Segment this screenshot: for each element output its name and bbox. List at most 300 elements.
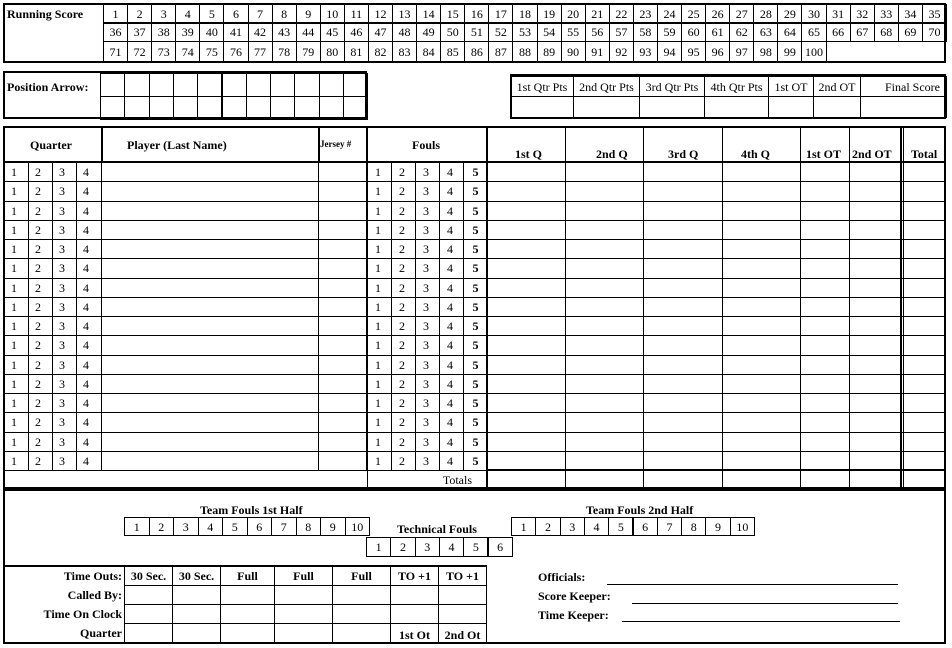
foul-mark[interactable]: 5 [463, 297, 488, 317]
quarter-mark[interactable]: 3 [52, 374, 77, 394]
foul-mark[interactable]: 1 [367, 335, 392, 355]
foul-mark[interactable]: 2 [391, 374, 416, 394]
foul-mark[interactable]: 2 [391, 201, 416, 221]
quarter-mark[interactable]: 3 [52, 316, 77, 336]
jersey-field[interactable] [318, 374, 367, 394]
running-score-cell[interactable]: 77 [248, 41, 273, 62]
quarter-mark[interactable]: 4 [76, 181, 102, 201]
foul-mark[interactable]: 1 [367, 432, 392, 452]
running-score-cell[interactable]: 93 [633, 41, 658, 62]
running-score-cell[interactable]: 27 [729, 4, 754, 24]
foul-mark[interactable]: 3 [415, 258, 440, 278]
foul-mark[interactable]: 5 [463, 181, 488, 201]
running-score-cell[interactable]: 64 [777, 22, 802, 42]
player-name-field[interactable] [101, 393, 319, 413]
quarter-mark[interactable]: 1 [4, 278, 29, 298]
quarter-mark[interactable]: 3 [52, 258, 77, 278]
officials-line[interactable] [607, 584, 898, 585]
running-score-cell[interactable]: 58 [633, 22, 658, 42]
quarter-mark[interactable]: 2 [28, 220, 53, 240]
technical-foul-box[interactable]: 2 [390, 537, 415, 557]
quarter-mark[interactable]: 3 [52, 239, 77, 259]
running-score-cell[interactable]: 26 [705, 4, 730, 24]
running-score-cell[interactable]: 16 [464, 4, 489, 24]
timeout-cell[interactable] [390, 585, 439, 605]
technical-foul-box[interactable]: 3 [415, 537, 440, 557]
timeout-cell[interactable] [438, 604, 487, 624]
running-score-cell[interactable]: 65 [801, 22, 826, 42]
team-foul-1st-box[interactable]: 5 [222, 517, 248, 536]
foul-mark[interactable]: 5 [463, 335, 488, 355]
foul-mark[interactable]: 4 [439, 220, 464, 240]
running-score-cell[interactable]: 87 [488, 41, 513, 62]
player-name-field[interactable] [101, 355, 319, 375]
running-score-cell[interactable]: 76 [223, 41, 248, 62]
position-arrow-cell[interactable] [246, 73, 271, 97]
running-score-cell[interactable]: 46 [344, 22, 369, 42]
position-arrow-cell[interactable] [124, 73, 149, 97]
timeout-cell[interactable] [172, 585, 221, 605]
quarter-mark[interactable]: 2 [28, 181, 53, 201]
running-score-cell[interactable]: 23 [633, 4, 658, 24]
team-foul-1st-box[interactable]: 3 [173, 517, 199, 536]
running-score-cell[interactable]: 80 [320, 41, 345, 62]
jersey-field[interactable] [318, 201, 367, 221]
running-score-cell[interactable]: 14 [416, 4, 441, 24]
running-score-cell[interactable]: 28 [753, 4, 778, 24]
foul-mark[interactable]: 2 [391, 316, 416, 336]
foul-mark[interactable]: 1 [367, 316, 392, 336]
foul-mark[interactable]: 5 [463, 393, 488, 413]
running-score-cell[interactable]: 9 [296, 4, 321, 24]
period-points-value[interactable] [860, 96, 947, 118]
foul-mark[interactable]: 3 [415, 355, 440, 375]
running-score-cell[interactable]: 20 [561, 4, 586, 24]
foul-mark[interactable]: 4 [439, 297, 464, 317]
jersey-field[interactable] [318, 278, 367, 298]
running-score-cell[interactable]: 2 [127, 4, 152, 24]
foul-mark[interactable]: 3 [415, 239, 440, 259]
quarter-mark[interactable]: 4 [76, 432, 102, 452]
team-foul-1st-box[interactable]: 9 [320, 517, 346, 536]
player-name-field[interactable] [101, 432, 319, 452]
foul-mark[interactable]: 1 [367, 412, 392, 432]
quarter-mark[interactable]: 2 [28, 412, 53, 432]
running-score-cell[interactable]: 63 [753, 22, 778, 42]
quarter-mark[interactable]: 2 [28, 374, 53, 394]
running-score-cell[interactable]: 25 [681, 4, 706, 24]
player-name-field[interactable] [101, 181, 319, 201]
position-arrow-cell[interactable] [173, 96, 198, 120]
player-name-field[interactable] [101, 451, 319, 471]
timeout-cell[interactable] [220, 585, 275, 605]
running-score-cell[interactable]: 52 [488, 22, 513, 42]
foul-mark[interactable]: 5 [463, 278, 488, 298]
quarter-mark[interactable]: 2 [28, 451, 53, 471]
player-name-field[interactable] [101, 201, 319, 221]
timeout-cell[interactable] [172, 623, 221, 644]
player-name-field[interactable] [101, 374, 319, 394]
running-score-cell[interactable]: 96 [705, 41, 730, 62]
running-score-cell[interactable]: 98 [753, 41, 778, 62]
foul-mark[interactable]: 2 [391, 451, 416, 471]
foul-mark[interactable]: 3 [415, 374, 440, 394]
jersey-field[interactable] [318, 432, 367, 452]
foul-mark[interactable]: 3 [415, 432, 440, 452]
jersey-field[interactable] [318, 335, 367, 355]
foul-mark[interactable]: 5 [463, 258, 488, 278]
foul-mark[interactable]: 3 [415, 412, 440, 432]
player-name-field[interactable] [101, 335, 319, 355]
foul-mark[interactable]: 1 [367, 393, 392, 413]
foul-mark[interactable]: 4 [439, 355, 464, 375]
running-score-cell[interactable]: 68 [874, 22, 899, 42]
timeout-cell[interactable] [332, 604, 391, 624]
running-score-cell[interactable]: 13 [392, 4, 417, 24]
quarter-mark[interactable]: 3 [52, 355, 77, 375]
foul-mark[interactable]: 2 [391, 162, 416, 182]
team-foul-2nd-box[interactable]: 5 [608, 517, 633, 536]
quarter-mark[interactable]: 4 [76, 451, 102, 471]
running-score-cell[interactable]: 49 [416, 22, 441, 42]
period-points-value[interactable] [768, 96, 814, 118]
foul-mark[interactable]: 5 [463, 374, 488, 394]
quarter-mark[interactable]: 4 [76, 297, 102, 317]
foul-mark[interactable]: 3 [415, 297, 440, 317]
foul-mark[interactable]: 5 [463, 451, 488, 471]
quarter-mark[interactable]: 4 [76, 162, 102, 182]
position-arrow-cell[interactable] [319, 96, 344, 120]
foul-mark[interactable]: 3 [415, 335, 440, 355]
running-score-cell[interactable]: 43 [272, 22, 297, 42]
quarter-mark[interactable]: 3 [52, 162, 77, 182]
running-score-cell[interactable]: 6 [223, 4, 248, 24]
running-score-cell[interactable]: 94 [657, 41, 682, 62]
quarter-mark[interactable]: 3 [52, 297, 77, 317]
team-foul-2nd-box[interactable]: 1 [511, 517, 536, 536]
foul-mark[interactable]: 1 [367, 297, 392, 317]
quarter-mark[interactable]: 4 [76, 393, 102, 413]
timeout-cell[interactable] [438, 585, 487, 605]
player-name-field[interactable] [101, 297, 319, 317]
quarter-mark[interactable]: 1 [4, 201, 29, 221]
position-arrow-cell[interactable] [270, 96, 295, 120]
running-score-cell[interactable]: 91 [585, 41, 610, 62]
quarter-mark[interactable]: 4 [76, 278, 102, 298]
foul-mark[interactable]: 5 [463, 412, 488, 432]
foul-mark[interactable]: 4 [439, 393, 464, 413]
team-foul-2nd-box[interactable]: 2 [535, 517, 560, 536]
quarter-mark[interactable]: 4 [76, 355, 102, 375]
quarter-mark[interactable]: 3 [52, 278, 77, 298]
foul-mark[interactable]: 1 [367, 451, 392, 471]
position-arrow-cell[interactable] [149, 96, 174, 120]
quarter-mark[interactable]: 4 [76, 316, 102, 336]
running-score-cell[interactable]: 3 [151, 4, 176, 24]
timeout-cell[interactable] [274, 604, 333, 624]
timeout-cell[interactable] [274, 623, 333, 644]
quarter-mark[interactable]: 1 [4, 162, 29, 182]
foul-mark[interactable]: 3 [415, 278, 440, 298]
running-score-cell[interactable]: 75 [199, 41, 224, 62]
player-name-field[interactable] [101, 162, 319, 182]
running-score-cell[interactable]: 78 [272, 41, 297, 62]
quarter-mark[interactable]: 2 [28, 432, 53, 452]
running-score-cell[interactable]: 74 [175, 41, 200, 62]
position-arrow-cell[interactable] [343, 96, 368, 120]
jersey-field[interactable] [318, 239, 367, 259]
player-name-field[interactable] [101, 239, 319, 259]
period-points-value[interactable] [573, 96, 640, 118]
running-score-cell[interactable]: 19 [537, 4, 562, 24]
period-points-value[interactable] [813, 96, 861, 118]
quarter-mark[interactable]: 4 [76, 374, 102, 394]
foul-mark[interactable]: 1 [367, 355, 392, 375]
jersey-field[interactable] [318, 181, 367, 201]
running-score-cell[interactable]: 31 [826, 4, 851, 24]
position-arrow-cell[interactable] [343, 73, 368, 97]
running-score-cell[interactable]: 44 [296, 22, 321, 42]
position-arrow-cell[interactable] [173, 73, 198, 97]
foul-mark[interactable]: 4 [439, 451, 464, 471]
foul-mark[interactable]: 4 [439, 258, 464, 278]
foul-mark[interactable]: 1 [367, 239, 392, 259]
position-arrow-cell[interactable] [124, 96, 149, 120]
running-score-cell[interactable]: 84 [416, 41, 441, 62]
foul-mark[interactable]: 2 [391, 258, 416, 278]
quarter-mark[interactable]: 4 [76, 201, 102, 221]
player-name-field[interactable] [101, 258, 319, 278]
jersey-field[interactable] [318, 220, 367, 240]
running-score-cell[interactable]: 33 [874, 4, 899, 24]
jersey-field[interactable] [318, 355, 367, 375]
running-score-cell[interactable]: 39 [175, 22, 200, 42]
running-score-cell[interactable]: 22 [609, 4, 634, 24]
quarter-mark[interactable]: 1 [4, 316, 29, 336]
team-foul-2nd-box[interactable]: 6 [633, 517, 658, 536]
position-arrow-cell[interactable] [294, 73, 319, 97]
foul-mark[interactable]: 1 [367, 201, 392, 221]
running-score-cell[interactable]: 54 [537, 22, 562, 42]
quarter-mark[interactable]: 3 [52, 432, 77, 452]
quarter-mark[interactable]: 1 [4, 335, 29, 355]
quarter-mark[interactable]: 2 [28, 297, 53, 317]
team-foul-2nd-box[interactable]: 7 [657, 517, 682, 536]
foul-mark[interactable]: 2 [391, 355, 416, 375]
jersey-field[interactable] [318, 258, 367, 278]
team-foul-2nd-box[interactable]: 10 [730, 517, 755, 536]
score-keeper-line[interactable] [632, 603, 898, 604]
quarter-mark[interactable]: 2 [28, 278, 53, 298]
foul-mark[interactable]: 1 [367, 374, 392, 394]
team-foul-1st-box[interactable]: 6 [247, 517, 273, 536]
quarter-mark[interactable]: 4 [76, 258, 102, 278]
foul-mark[interactable]: 3 [415, 316, 440, 336]
timeout-cell[interactable] [332, 585, 391, 605]
position-arrow-cell[interactable] [100, 96, 125, 120]
foul-mark[interactable]: 1 [367, 278, 392, 298]
quarter-mark[interactable]: 2 [28, 316, 53, 336]
position-arrow-cell[interactable] [319, 73, 344, 97]
quarter-mark[interactable]: 2 [28, 201, 53, 221]
running-score-cell[interactable]: 95 [681, 41, 706, 62]
team-foul-1st-box[interactable]: 1 [124, 517, 150, 536]
running-score-cell[interactable]: 5 [199, 4, 224, 24]
foul-mark[interactable]: 5 [463, 220, 488, 240]
position-arrow-cell[interactable] [100, 73, 125, 97]
player-name-field[interactable] [101, 278, 319, 298]
timeout-cell[interactable] [274, 585, 333, 605]
running-score-cell[interactable]: 97 [729, 41, 754, 62]
jersey-field[interactable] [318, 162, 367, 182]
running-score-cell[interactable]: 41 [223, 22, 248, 42]
running-score-cell[interactable]: 11 [344, 4, 369, 24]
running-score-cell[interactable]: 36 [103, 22, 128, 42]
quarter-mark[interactable]: 2 [28, 355, 53, 375]
foul-mark[interactable]: 4 [439, 335, 464, 355]
timeout-cell[interactable] [332, 623, 391, 644]
running-score-cell[interactable]: 35 [922, 4, 947, 24]
quarter-mark[interactable]: 4 [76, 335, 102, 355]
foul-mark[interactable]: 4 [439, 239, 464, 259]
quarter-mark[interactable]: 4 [76, 220, 102, 240]
running-score-cell[interactable]: 37 [127, 22, 152, 42]
position-arrow-cell[interactable] [222, 96, 247, 120]
running-score-cell[interactable]: 66 [826, 22, 851, 42]
quarter-mark[interactable]: 1 [4, 412, 29, 432]
running-score-cell[interactable]: 82 [368, 41, 393, 62]
quarter-mark[interactable]: 1 [4, 432, 29, 452]
foul-mark[interactable]: 5 [463, 201, 488, 221]
foul-mark[interactable]: 3 [415, 201, 440, 221]
foul-mark[interactable]: 3 [415, 220, 440, 240]
running-score-cell[interactable]: 56 [585, 22, 610, 42]
running-score-cell[interactable]: 59 [657, 22, 682, 42]
running-score-cell[interactable]: 53 [512, 22, 537, 42]
quarter-mark[interactable]: 2 [28, 258, 53, 278]
foul-mark[interactable]: 2 [391, 220, 416, 240]
foul-mark[interactable]: 2 [391, 393, 416, 413]
quarter-mark[interactable]: 4 [76, 239, 102, 259]
foul-mark[interactable]: 5 [463, 316, 488, 336]
quarter-mark[interactable]: 1 [4, 297, 29, 317]
running-score-cell[interactable]: 99 [777, 41, 802, 62]
position-arrow-cell[interactable] [222, 73, 247, 97]
timeout-cell[interactable] [390, 604, 439, 624]
foul-mark[interactable]: 5 [463, 432, 488, 452]
running-score-cell[interactable]: 48 [392, 22, 417, 42]
quarter-mark[interactable]: 2 [28, 239, 53, 259]
quarter-mark[interactable]: 3 [52, 335, 77, 355]
running-score-cell[interactable]: 15 [440, 4, 465, 24]
running-score-cell[interactable]: 40 [199, 22, 224, 42]
foul-mark[interactable]: 1 [367, 162, 392, 182]
position-arrow-cell[interactable] [149, 73, 174, 97]
quarter-mark[interactable]: 1 [4, 393, 29, 413]
position-arrow-cell[interactable] [197, 73, 222, 97]
running-score-cell[interactable]: 70 [922, 22, 947, 42]
foul-mark[interactable]: 5 [463, 355, 488, 375]
technical-foul-box[interactable]: 4 [439, 537, 464, 557]
running-score-cell[interactable]: 24 [657, 4, 682, 24]
period-points-value[interactable] [704, 96, 769, 118]
period-points-value[interactable] [510, 96, 574, 118]
foul-mark[interactable]: 4 [439, 278, 464, 298]
running-score-cell[interactable]: 38 [151, 22, 176, 42]
foul-mark[interactable]: 2 [391, 432, 416, 452]
foul-mark[interactable]: 4 [439, 181, 464, 201]
team-foul-1st-box[interactable]: 10 [345, 517, 371, 536]
running-score-cell[interactable]: 47 [368, 22, 393, 42]
foul-mark[interactable]: 3 [415, 162, 440, 182]
running-score-cell[interactable]: 17 [488, 4, 513, 24]
timeout-cell[interactable] [124, 623, 173, 644]
running-score-cell[interactable]: 71 [103, 41, 128, 62]
quarter-mark[interactable]: 3 [52, 451, 77, 471]
running-score-cell[interactable]: 69 [898, 22, 923, 42]
foul-mark[interactable]: 4 [439, 374, 464, 394]
quarter-mark[interactable]: 1 [4, 181, 29, 201]
foul-mark[interactable]: 3 [415, 181, 440, 201]
quarter-mark[interactable]: 2 [28, 335, 53, 355]
running-score-cell[interactable]: 18 [512, 4, 537, 24]
quarter-mark[interactable]: 2 [28, 393, 53, 413]
running-score-cell[interactable]: 57 [609, 22, 634, 42]
foul-mark[interactable]: 2 [391, 335, 416, 355]
running-score-cell[interactable]: 21 [585, 4, 610, 24]
team-foul-2nd-box[interactable]: 4 [584, 517, 609, 536]
jersey-field[interactable] [318, 393, 367, 413]
foul-mark[interactable]: 4 [439, 162, 464, 182]
running-score-cell[interactable]: 10 [320, 4, 345, 24]
running-score-cell[interactable]: 89 [537, 41, 562, 62]
jersey-field[interactable] [318, 412, 367, 432]
foul-mark[interactable]: 2 [391, 181, 416, 201]
foul-mark[interactable]: 2 [391, 278, 416, 298]
quarter-mark[interactable]: 1 [4, 374, 29, 394]
jersey-field[interactable] [318, 297, 367, 317]
foul-mark[interactable]: 5 [463, 239, 488, 259]
timeout-cell[interactable] [124, 585, 173, 605]
timeout-cell[interactable] [220, 604, 275, 624]
foul-mark[interactable]: 3 [415, 393, 440, 413]
running-score-cell[interactable]: 72 [127, 41, 152, 62]
team-foul-1st-box[interactable]: 2 [149, 517, 175, 536]
foul-mark[interactable]: 4 [439, 316, 464, 336]
foul-mark[interactable]: 4 [439, 201, 464, 221]
running-score-cell[interactable]: 85 [440, 41, 465, 62]
foul-mark[interactable]: 2 [391, 297, 416, 317]
running-score-cell[interactable]: 55 [561, 22, 586, 42]
quarter-mark[interactable]: 3 [52, 220, 77, 240]
running-score-cell[interactable]: 83 [392, 41, 417, 62]
foul-mark[interactable]: 5 [463, 162, 488, 182]
running-score-cell[interactable]: 79 [296, 41, 321, 62]
running-score-cell[interactable]: 7 [248, 4, 273, 24]
running-score-cell[interactable]: 29 [777, 4, 802, 24]
quarter-mark[interactable]: 3 [52, 412, 77, 432]
player-name-field[interactable] [101, 316, 319, 336]
team-foul-1st-box[interactable]: 8 [296, 517, 322, 536]
foul-mark[interactable]: 2 [391, 239, 416, 259]
jersey-field[interactable] [318, 316, 367, 336]
team-foul-2nd-box[interactable]: 3 [560, 517, 585, 536]
running-score-cell[interactable]: 8 [272, 4, 297, 24]
position-arrow-cell[interactable] [197, 96, 222, 120]
quarter-mark[interactable]: 1 [4, 258, 29, 278]
running-score-cell[interactable]: 1 [103, 4, 128, 24]
player-name-field[interactable] [101, 412, 319, 432]
